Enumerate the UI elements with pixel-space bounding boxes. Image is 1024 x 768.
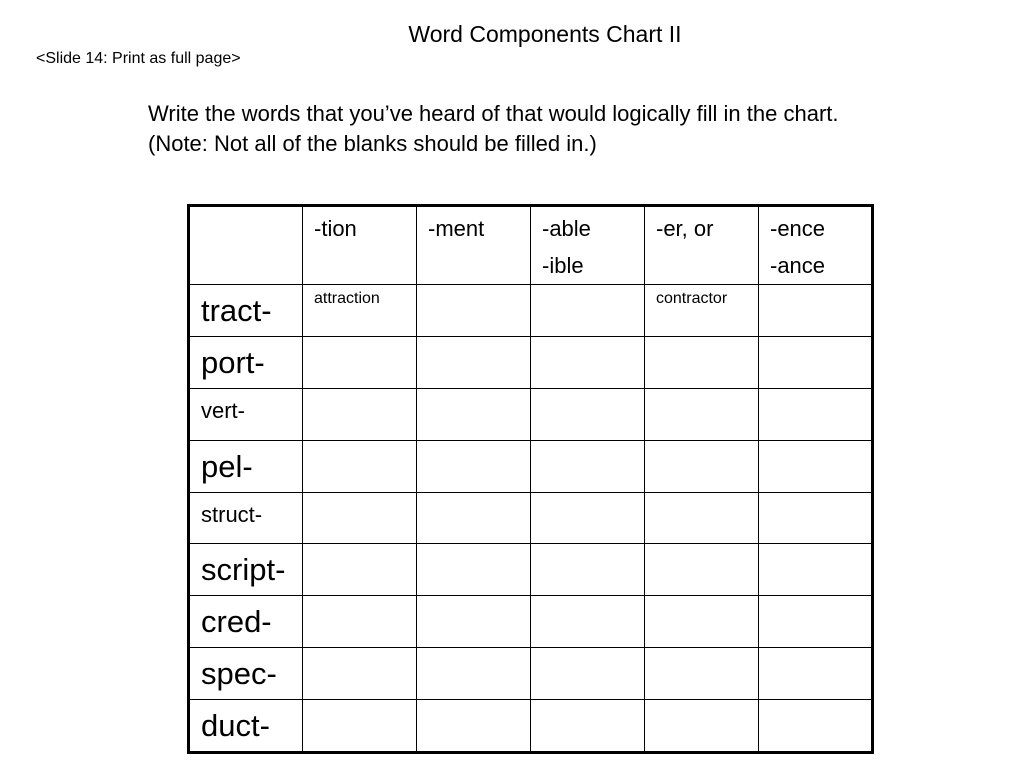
table-cell [759,700,873,753]
stem-label: cred- [201,604,272,639]
table-row [189,544,873,596]
suffix-label: -able [542,216,591,241]
table-cell [645,596,759,648]
suffix-label: -er, or [656,216,714,241]
page-title: Word Components Chart II [408,21,682,47]
column-header-able-ible [531,206,645,285]
stem-label: script- [201,552,286,587]
column-header-er-or [645,206,759,285]
table-cell [303,700,417,753]
table-row [189,440,873,492]
stem-label: spec- [201,656,277,691]
row-stem-cell [189,337,303,389]
row-stem-cell [189,389,303,441]
table-row [189,389,873,441]
column-header-ence-ance [759,206,873,285]
stem-label: tract- [201,293,272,328]
table-row [189,492,873,544]
table-cell [417,648,531,700]
stem-label: struct- [201,501,263,527]
row-stem-cell [189,492,303,544]
row-stem-cell [189,596,303,648]
suffix-label: -ance [770,253,826,278]
stem-label: pel- [201,448,253,484]
table-cell [531,337,645,389]
table-cell [303,285,417,337]
table-cell [417,440,531,492]
instruction-line: Write the words that you’ve heard of that would logically fill in the chart. [148,101,839,126]
table-cell [759,648,873,700]
table-cell [759,440,873,492]
table-row [189,648,873,700]
row-stem-cell [189,440,303,492]
table-cell [645,648,759,700]
row-stem-cell [189,285,303,337]
stem-label: vert- [201,398,245,423]
table-cell [759,492,873,544]
row-stem-cell [189,700,303,753]
row-stem-cell [189,648,303,700]
column-header-tion [303,206,417,285]
table-cell [645,440,759,492]
instruction-line: (Note: Not all of the blanks should be filled in.) [148,131,597,156]
table-cell [417,285,531,337]
cell-entry: contractor [656,290,728,307]
table-cell [645,285,759,337]
table-row [189,285,873,337]
slide-note: <Slide 14: Print as full page> [36,50,241,67]
table-cell [645,337,759,389]
table-cell [759,544,873,596]
table-cell [303,648,417,700]
table-cell [531,648,645,700]
table-cell [303,389,417,441]
table-cell [303,492,417,544]
table-row [189,700,873,753]
table-row [189,337,873,389]
table-row [189,596,873,648]
table-cell [303,544,417,596]
table-cell [531,285,645,337]
table-cell [417,337,531,389]
word-components-table [187,204,874,754]
suffix-label: -ence [770,216,826,241]
stem-label: port- [201,345,265,380]
table-cell [531,596,645,648]
table-cell [531,700,645,753]
suffix-label: -ment [428,216,485,241]
table-cell [531,440,645,492]
column-header-ment [417,206,531,285]
table-body [189,285,873,753]
cell-entry: attraction [314,290,380,307]
row-stem-cell [189,544,303,596]
table-cell [645,544,759,596]
table-cell [417,700,531,753]
corner-cell [189,206,303,285]
table-cell [645,389,759,441]
table-cell [645,700,759,753]
table-cell [303,337,417,389]
table-cell [759,285,873,337]
table-cell [759,389,873,441]
table-cell [303,596,417,648]
suffix-label: -tion [314,216,357,241]
table-cell [645,492,759,544]
table-cell [531,389,645,441]
stem-label: duct- [201,708,270,743]
table-header-row [189,206,873,285]
table-cell [759,337,873,389]
table-cell [759,596,873,648]
table-cell [303,440,417,492]
table-cell [417,544,531,596]
suffix-label: -ible [542,253,584,278]
table-cell [417,389,531,441]
table-cell [417,492,531,544]
table-cell [531,544,645,596]
table-cell [531,492,645,544]
instructions [148,99,839,159]
table-cell [417,596,531,648]
